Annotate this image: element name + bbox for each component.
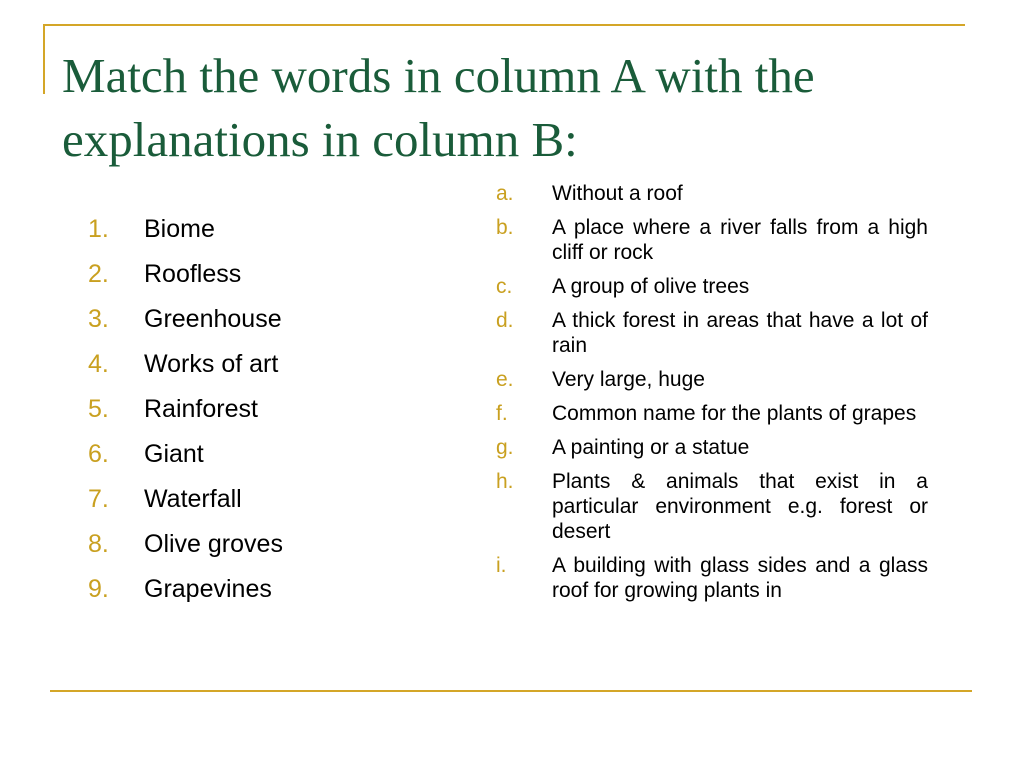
- column-b-item: [496, 308, 928, 358]
- item-letter: a.: [496, 182, 514, 205]
- item-number: 9.: [88, 575, 109, 603]
- column-a-item: [88, 210, 408, 255]
- item-word: Giant: [144, 440, 204, 468]
- item-explanation: Common name for the plants of grapes: [552, 402, 917, 425]
- column-b-item: [496, 401, 928, 426]
- item-number: 8.: [88, 530, 109, 558]
- column-b-item: [496, 274, 928, 299]
- column-b-item: [496, 367, 928, 392]
- column-a-item: [88, 570, 408, 615]
- item-letter: b.: [496, 216, 514, 239]
- item-number: 3.: [88, 305, 109, 333]
- item-word: Greenhouse: [144, 305, 282, 333]
- item-letter: g.: [496, 436, 514, 459]
- column-a-item: [88, 345, 408, 390]
- frame-top-rule: [43, 24, 965, 26]
- item-explanation: Plants & animals that exist in a particular environment e.g. forest or desert: [552, 470, 928, 543]
- item-explanation: Without a roof: [552, 182, 683, 205]
- column-b-item: [496, 215, 928, 265]
- item-explanation: A place where a river falls from a high cliff or rock: [552, 216, 928, 264]
- item-explanation: A thick forest in areas that have a lot of rain: [552, 309, 928, 357]
- item-word: Roofless: [144, 260, 242, 288]
- slide-title: Match the words in column A with the explanations in column B:: [62, 48, 815, 167]
- column-b-item: [496, 181, 928, 206]
- column-a-item: [88, 480, 408, 525]
- column-b-item: [496, 435, 928, 460]
- frame-left-rule: [43, 24, 45, 94]
- item-letter: c.: [496, 275, 513, 298]
- item-number: 4.: [88, 350, 109, 378]
- column-b-item: [496, 553, 928, 603]
- item-word: Works of art: [144, 350, 279, 378]
- frame-bottom-rule: [50, 690, 972, 692]
- item-number: 6.: [88, 440, 109, 468]
- column-b-list: [496, 181, 928, 612]
- item-letter: d.: [496, 309, 514, 332]
- item-word: Grapevines: [144, 575, 272, 603]
- item-explanation: Very large, huge: [552, 368, 705, 391]
- item-number: 1.: [88, 215, 109, 243]
- item-number: 2.: [88, 260, 109, 288]
- item-number: 7.: [88, 485, 109, 513]
- item-letter: e.: [496, 368, 514, 391]
- column-a-item: [88, 525, 408, 570]
- column-b-item: [496, 469, 928, 544]
- column-a-item: [88, 435, 408, 480]
- column-a-item: [88, 300, 408, 345]
- item-explanation: A painting or a statue: [552, 436, 750, 459]
- item-word: Olive groves: [144, 530, 283, 558]
- column-a-list: [88, 210, 408, 615]
- item-explanation: A building with glass sides and a glass roof for growing plants in: [552, 554, 928, 602]
- item-letter: i.: [496, 554, 507, 577]
- column-a-item: [88, 390, 408, 435]
- item-word: Biome: [144, 215, 215, 243]
- column-a-item: [88, 255, 408, 300]
- item-number: 5.: [88, 395, 109, 423]
- item-explanation: A group of olive trees: [552, 275, 750, 298]
- item-word: Rainforest: [144, 395, 258, 423]
- item-word: Waterfall: [144, 485, 242, 513]
- item-letter: h.: [496, 470, 514, 493]
- item-letter: f.: [496, 402, 508, 425]
